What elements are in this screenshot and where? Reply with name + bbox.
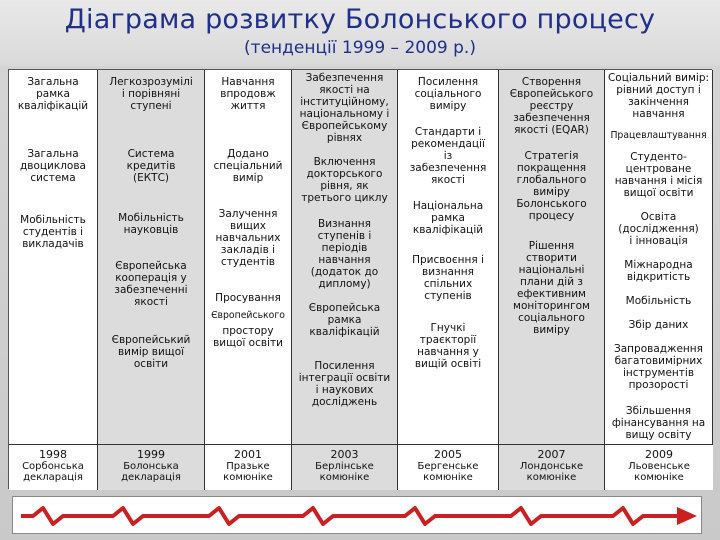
col-item: Соціальний вимір: рівний доступ і закінчення навчання bbox=[607, 72, 710, 120]
declaration-label: Празьке комюніке bbox=[223, 461, 273, 483]
declaration-label: Сорбонська декларація bbox=[22, 461, 84, 483]
footer-2005 bbox=[398, 444, 499, 490]
footer-1999 bbox=[98, 444, 205, 490]
footer-2003 bbox=[292, 444, 398, 490]
col-item: Залучення вищих навчальних закладів і студентів bbox=[215, 208, 281, 268]
col-item: Студенто- центроване навчання і місія вищої освіти bbox=[614, 151, 703, 199]
col-item: Стратегія покращення глобального виміру Болонського процесу bbox=[516, 150, 587, 222]
col-item: Включення докторського рівня, як третього циклу bbox=[301, 156, 388, 204]
col-item: Європейська кооперація у забезпеченні якості bbox=[114, 260, 188, 308]
col-item: Працевлаштування bbox=[610, 130, 707, 141]
col-item: Стандарти і рекомендації із забезпечення якості bbox=[409, 126, 487, 186]
column-1998 bbox=[9, 70, 98, 444]
year-label: 1999 bbox=[137, 448, 165, 461]
declaration-label: Болонська декларація bbox=[121, 461, 181, 483]
col-item: простору вищої освіти bbox=[213, 325, 283, 349]
timeline-arrow-graphic bbox=[13, 497, 703, 535]
col-item: Навчання впродовж життя bbox=[220, 76, 276, 112]
col-item: Просування bbox=[215, 292, 281, 304]
col-item: Легкозрозумілі і порівняні ступені bbox=[109, 76, 193, 112]
col-item: Рішення створити національні плани дій з ефективним моніторингом соціального виміру bbox=[513, 240, 590, 336]
column-2003 bbox=[292, 70, 398, 444]
footer-2007 bbox=[499, 444, 605, 490]
page-title: Діаграма розвитку Болонського процесу bbox=[64, 4, 656, 35]
col-item: Загальна двоциклова система bbox=[20, 148, 86, 184]
year-label: 2001 bbox=[234, 448, 262, 461]
year-label: 2007 bbox=[537, 448, 566, 461]
header bbox=[0, 0, 720, 66]
col-item: Збір даних bbox=[628, 319, 689, 331]
col-item: Присвоєння і визнання спільних ступенів bbox=[412, 254, 484, 302]
column-1999 bbox=[98, 70, 205, 444]
year-label: 2009 bbox=[645, 448, 673, 461]
col-item: Міжнародна відкритість bbox=[624, 259, 693, 283]
declaration-label: Бергенське комюніке bbox=[417, 461, 479, 483]
declaration-label: Льовенське комюніке bbox=[628, 461, 690, 483]
timeline-zigzag bbox=[21, 508, 677, 524]
col-item: Загальна рамка кваліфікацій bbox=[17, 76, 89, 112]
col-item: Система кредитів (ЕКТС) bbox=[126, 148, 176, 184]
footer-1998 bbox=[9, 444, 98, 490]
col-item: Посилення інтеграції освіти і наукових досліджень bbox=[298, 360, 391, 408]
col-item: Додано спеціальний вимір bbox=[213, 148, 283, 184]
col-item: Створення Європейського реєстру забезпечення якості (EQAR) bbox=[509, 76, 594, 136]
col-item: Європейський вимір вищої освіти bbox=[111, 334, 191, 370]
page-subtitle: (тенденції 1999 – 2009 р.) bbox=[244, 38, 476, 58]
col-item: Національна рамка кваліфікацій bbox=[412, 200, 484, 236]
col-item: Європейського bbox=[211, 310, 285, 321]
col-item: Мобільність науковців bbox=[118, 212, 184, 236]
year-label: 2005 bbox=[434, 448, 462, 461]
column-2005 bbox=[398, 70, 499, 444]
col-item: Освіта (дослідження) і інновація bbox=[618, 211, 699, 247]
col-item: Мобільність студентів і викладачів bbox=[20, 214, 86, 250]
timeline-arrowhead bbox=[677, 507, 697, 525]
col-item: Гнучкі траєкторії навчання у вищій освіті bbox=[414, 322, 482, 370]
col-item: Запровадження багатовимірних інструментів прозорості bbox=[614, 343, 703, 391]
col-item: Посилення соціального виміру bbox=[414, 76, 482, 112]
col-item: Забезпечення якості на інституційному, національному і Європейському рівнях bbox=[299, 72, 390, 144]
col-item: Мобільність bbox=[625, 295, 692, 307]
footer-2009 bbox=[605, 444, 713, 490]
footer-2001 bbox=[205, 444, 292, 490]
column-2001 bbox=[205, 70, 292, 444]
col-item: Визнання ступенів і періодів навчання (додаток до диплому) bbox=[310, 218, 379, 290]
column-2009 bbox=[605, 70, 713, 444]
bologna-timeline-table bbox=[8, 69, 712, 489]
declaration-label: Берлінське комюніке bbox=[315, 461, 374, 483]
col-item: Збільшення фінансування на вищу освіту bbox=[611, 405, 706, 441]
year-label: 2003 bbox=[330, 448, 359, 461]
timeline-arrow bbox=[12, 496, 702, 534]
declaration-label: Лондонське комюніке bbox=[519, 461, 584, 483]
year-label: 1998 bbox=[39, 448, 67, 461]
column-2007 bbox=[499, 70, 605, 444]
col-item: Європейська рамка кваліфікацій bbox=[308, 302, 381, 338]
